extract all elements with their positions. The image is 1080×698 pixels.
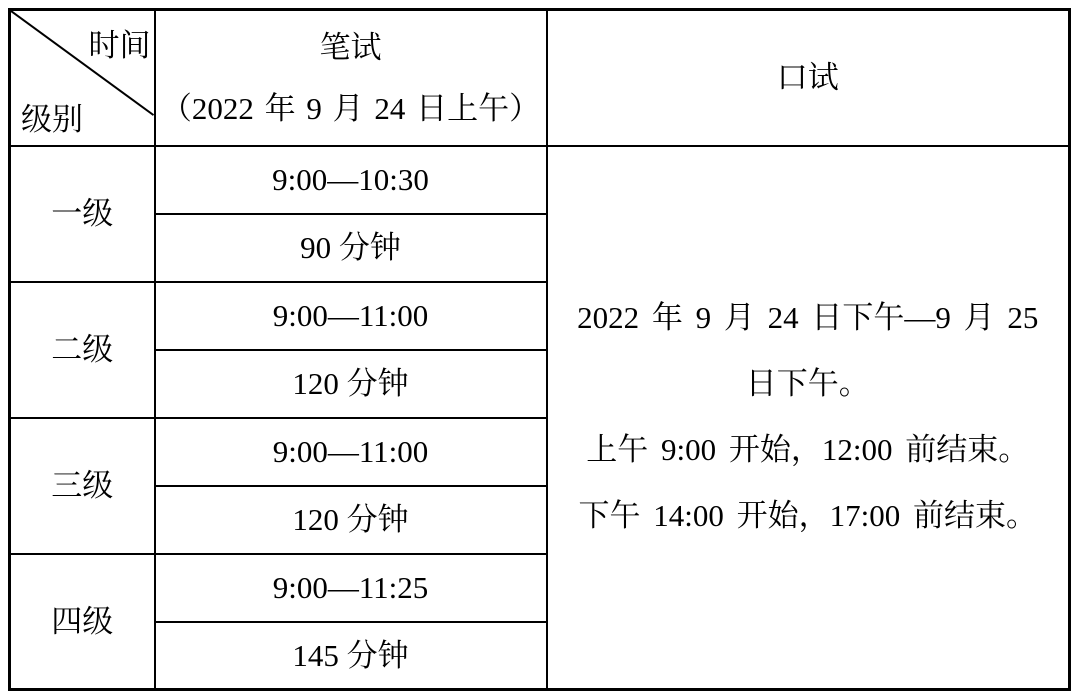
corner-level-label: 级别 bbox=[21, 102, 83, 138]
level-2-cell: 二级 bbox=[10, 282, 155, 418]
exam-schedule-table bbox=[8, 8, 1071, 691]
written-test-date: （2022 年 9 月 24 日上午） bbox=[160, 90, 541, 126]
corner-time-label: 时间 bbox=[88, 28, 151, 63]
level-3-time-cell: 9:00—11:00 bbox=[155, 418, 547, 486]
level-3-cell: 三级 bbox=[10, 418, 155, 554]
corner-header-cell bbox=[10, 10, 155, 146]
level-2-duration-cell: 120 分钟 bbox=[155, 350, 547, 418]
oral-schedule-line: 日下午。 bbox=[745, 366, 870, 402]
level-1-duration-cell: 90 分钟 bbox=[155, 214, 547, 282]
oral-test-header-cell: 口试 bbox=[547, 10, 1070, 146]
oral-schedule-line: 2022 年 9 月 24 日下午—9 月 25 bbox=[577, 300, 1039, 336]
level-1-time-cell: 9:00—10:30 bbox=[155, 146, 547, 214]
level-1-cell: 一级 bbox=[10, 146, 155, 282]
oral-schedule-line: 下午 14:00 开始，17:00 前结束。 bbox=[578, 498, 1037, 534]
level-4-cell: 四级 bbox=[10, 554, 155, 690]
level-4-time-cell: 9:00—11:25 bbox=[155, 554, 547, 622]
level-3-duration-cell: 120 分钟 bbox=[155, 486, 547, 554]
oral-schedule-line: 上午 9:00 开始，12:00 前结束。 bbox=[586, 432, 1030, 468]
level-2-time-cell: 9:00—11:00 bbox=[155, 282, 547, 350]
written-test-title: 笔试 bbox=[319, 29, 382, 65]
oral-schedule-cell bbox=[547, 146, 1070, 690]
written-test-header-cell bbox=[155, 10, 547, 146]
header-row bbox=[10, 10, 1070, 146]
table-row bbox=[10, 146, 1070, 214]
level-4-duration-cell: 145 分钟 bbox=[155, 622, 547, 690]
